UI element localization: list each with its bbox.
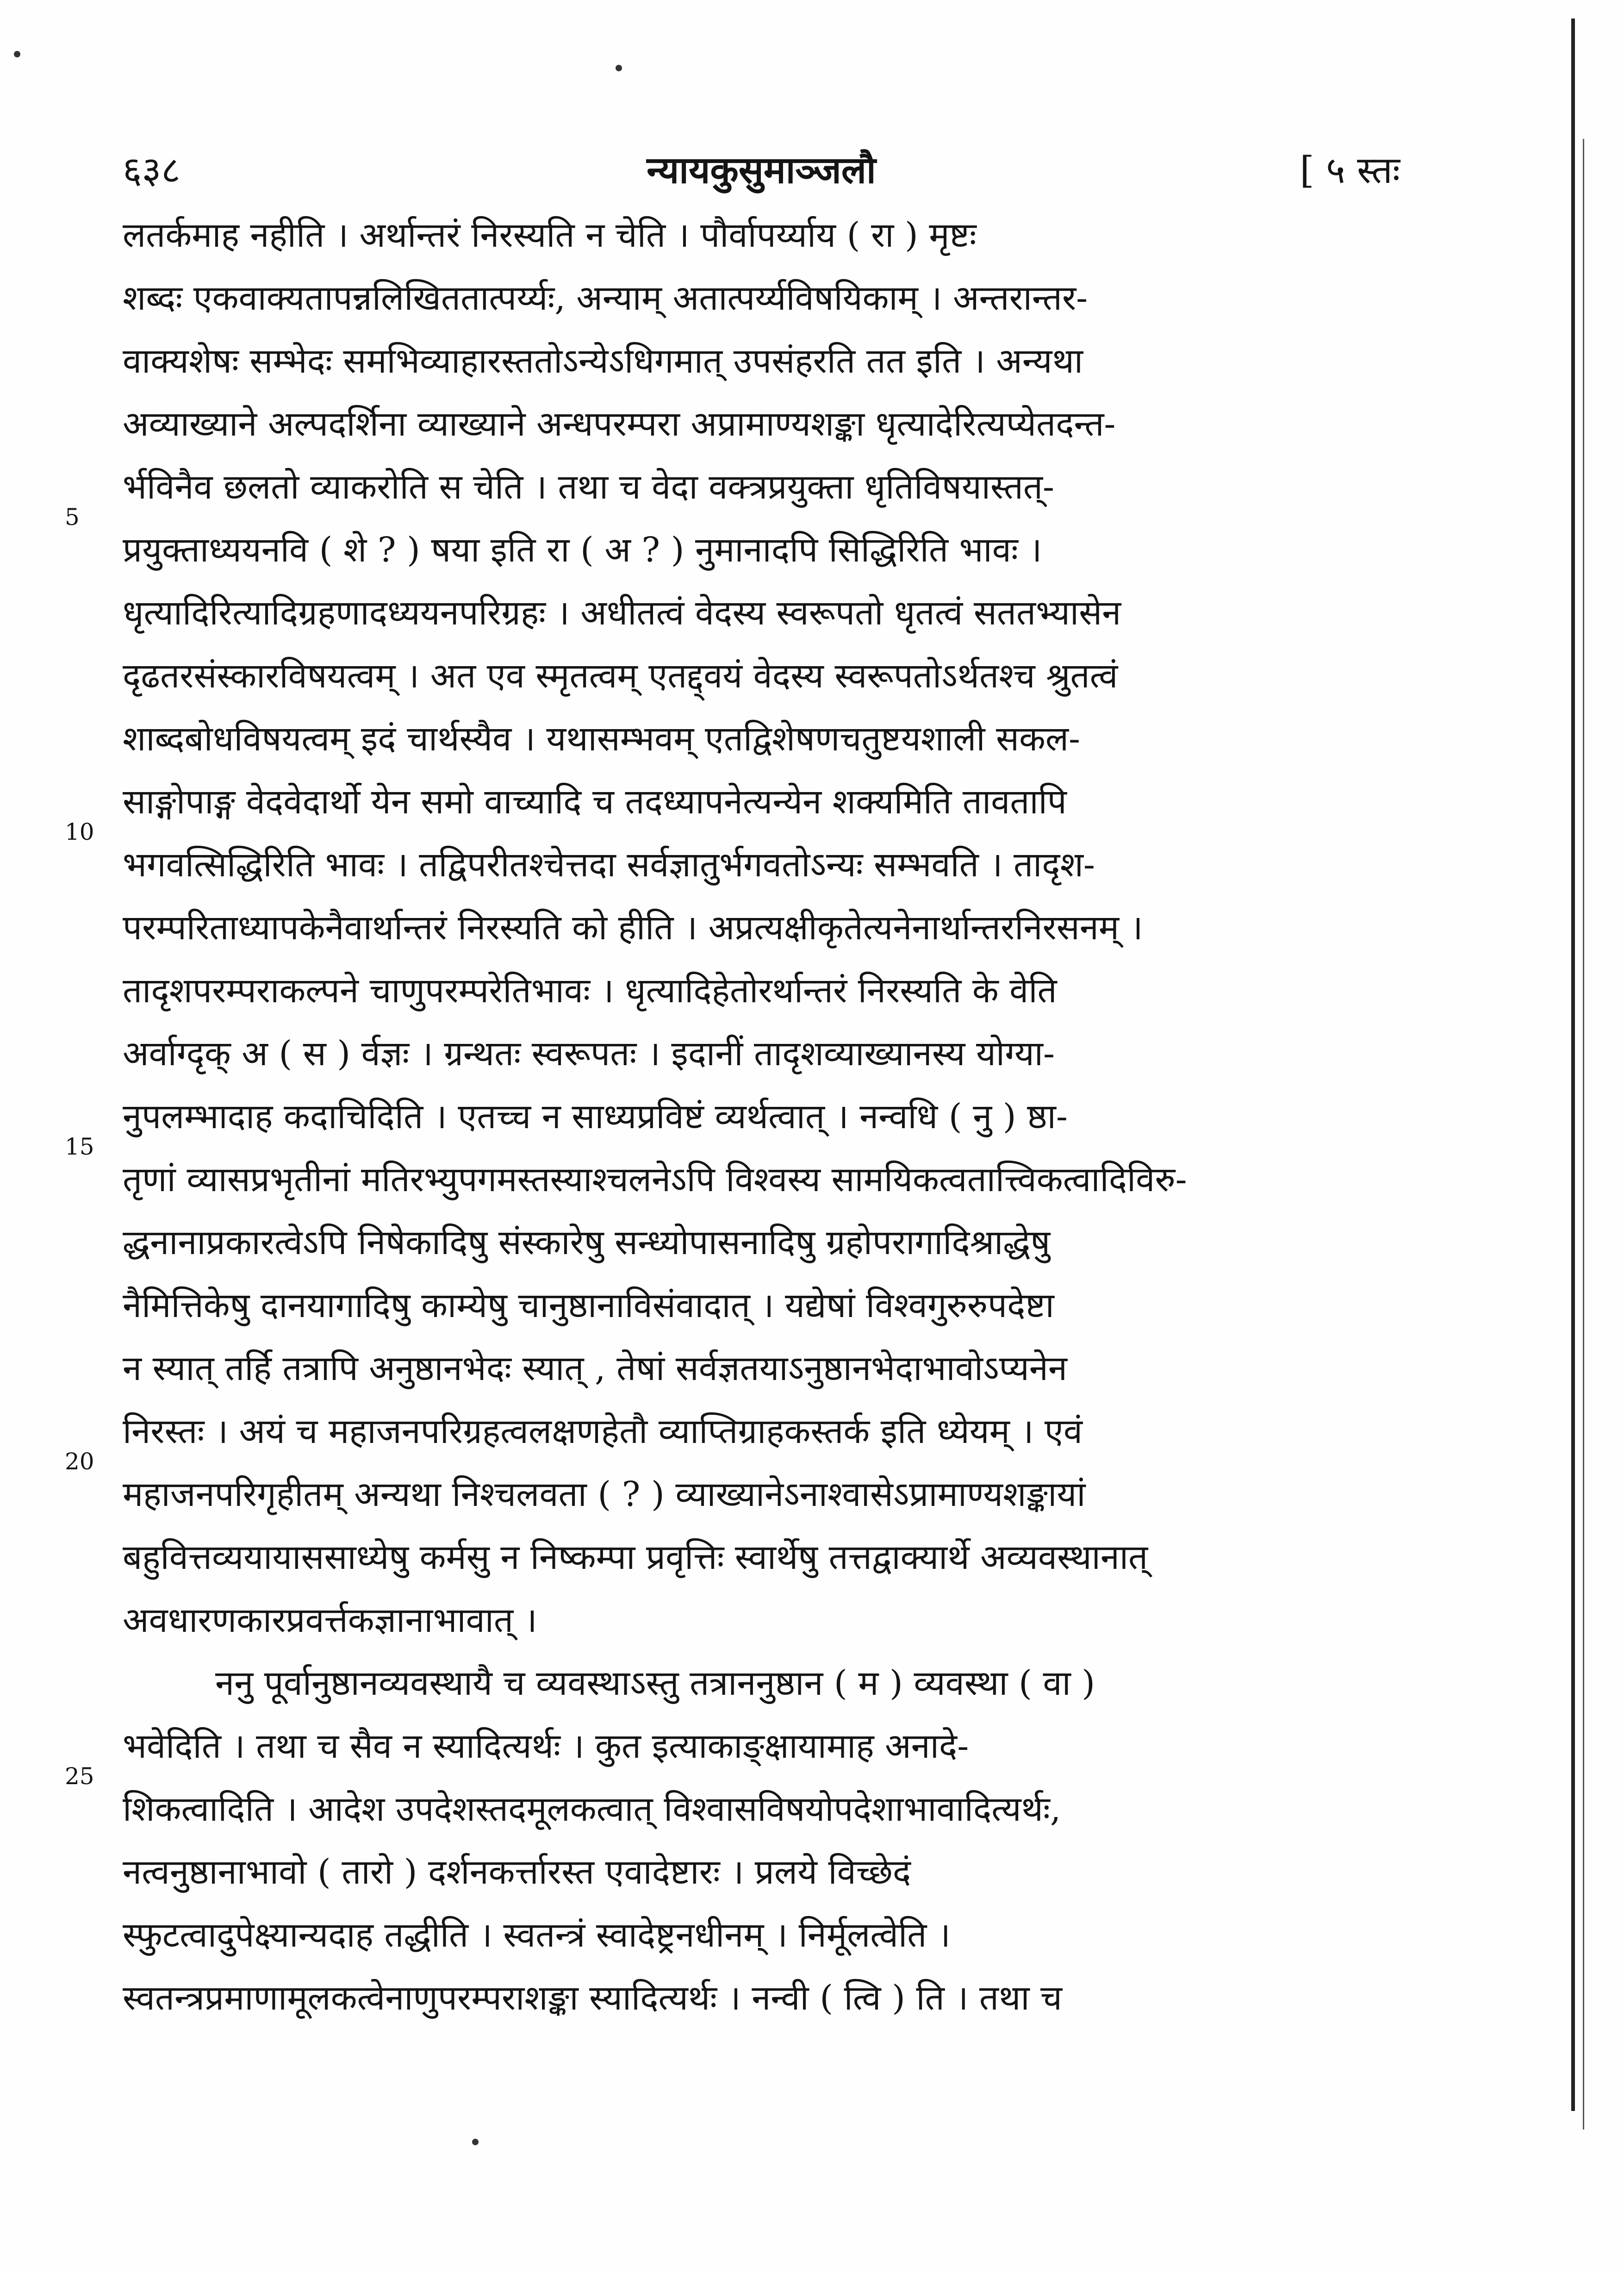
text-line: वाक्यशेषः सम्भेदः समभिव्याहारस्ततोऽन्येऽधिगमात् उपसंहरति तत इति । अन्यथा bbox=[123, 341, 1083, 381]
text-line: नुपलम्भादाह कदाचिदिति । एतच्च न साध्यप्रविष्टं व्यर्थत्वात् । नन्वधि ( नु ) ष्ठा- bbox=[123, 1097, 1068, 1136]
scan-speck bbox=[14, 51, 20, 57]
text-line: निरस्तः । अयं च महाजनपरिग्रहत्वलक्षणहेतौ व्याप्तिग्राहकस्तर्क इति ध्येयम् । एवं bbox=[123, 1411, 1083, 1451]
text-line: तृणां व्यासप्रभृतीनां मतिरभ्युपगमस्तस्याश्चलनेऽपि विश्वस्य सामयिकत्वतात्त्विकत्वादिविरु- bbox=[123, 1160, 1187, 1199]
running-title: न्यायकुसुमाञ्जलौ bbox=[647, 148, 876, 192]
text-line: महाजनपरिगृहीतम् अन्यथा निश्चलवता ( ? ) व्याख्यानेऽनाश्वासेऽप्रामाण्यशङ्कायां bbox=[123, 1474, 1086, 1514]
binding-edge-shadow bbox=[1583, 139, 1584, 2129]
scan-speck bbox=[616, 65, 622, 71]
commentary-body bbox=[123, 204, 1419, 2029]
text-line: भगवत्सिद्धिरिति भावः । तद्विपरीतश्चेत्तदा सर्वज्ञातुर्भगवतोऽन्यः सम्भवति । तादृश- bbox=[123, 845, 1095, 885]
text-line: बहुवित्तव्ययायाससाध्येषु कर्मसु न निष्कम्पा प्रवृत्तिः स्वार्थेषु तत्तद्वाक्यार्थे अव्यवस्थानात् bbox=[123, 1537, 1148, 1577]
line-number: 25 bbox=[65, 1763, 94, 1790]
text-line: अव्याख्याने अल्पदर्शिना व्याख्याने अन्धपरम्परा अप्रामाण्यशङ्का धृत्यादेरित्यप्येतदन्त- bbox=[123, 404, 1116, 444]
text-line: शब्दः एकवाक्यतापन्नलिखिततात्पर्य्यः, अन्याम् अतात्पर्य्यविषयिकाम् । अन्तरान्तर- bbox=[123, 278, 1088, 318]
text-line: ननु पूर्वानुष्ठानव्यवस्थायै च व्यवस्थाऽस्तु तत्राननुष्ठान ( म ) व्यवस्था ( वा ) bbox=[215, 1663, 1095, 1703]
text-line: स्वतन्त्रप्रमाणामूलकत्वेनाणुपरम्पराशङ्का स्यादित्यर्थः । नन्वी ( त्वि ) ति । तथा च bbox=[123, 1978, 1063, 2018]
text-line: परम्परिताध्यापकेनैवार्थान्तरं निरस्यति को हीति । अप्रत्यक्षीकृतेत्यनेनार्थान्तरनिरसनम् । bbox=[123, 908, 1143, 948]
text-line: शाब्दबोधविषयत्वम् इदं चार्थस्यैव । यथासम्भवम् एतद्विशेषणचतुष्टयशाली सकल- bbox=[123, 719, 1081, 759]
line-number: 15 bbox=[65, 1133, 94, 1160]
text-line: नैमित्तिकेषु दानयागादिषु काम्येषु चानुष्ठानाविसंवादात् । यद्येषां विश्वगुरुरुपदेष्टा bbox=[123, 1286, 1054, 1325]
text-line: नत्वनुष्ठानाभावो ( तारो ) दर्शनकर्त्तारस्त एवादेष्टारः । प्रलये विच्छेदं bbox=[123, 1852, 911, 1892]
text-line: शिकत्वादिति । आदेश उपदेशस्तदमूलकत्वात् विश्वासविषयोपदेशाभावादित्यर्थः, bbox=[123, 1789, 1061, 1829]
text-line: तादृशपरम्पराकल्पने चाणुपरम्परेतिभावः । धृत्यादिहेतोरर्थान्तरं निरस्यति के वेति bbox=[123, 971, 1057, 1011]
section-marker: [ ५ स्तः bbox=[1300, 149, 1400, 192]
text-line: साङ्गोपाङ्ग वेदवेदार्थो येन समो वाच्यादि च तदध्यापनेत्यन्येन शक्यमिति तावतापि bbox=[123, 782, 1067, 822]
text-line: र्भविनैव छलतो व्याकरोति स चेति । तथा च वेदा वक्त्रप्रयुक्ता धृतिविषयास्तत्- bbox=[123, 467, 1055, 507]
text-line: प्रयुक्ताध्ययनवि ( शे ? ) षया इति रा ( अ ? ) नुमानादपि सिद्धिरिति भावः । bbox=[123, 530, 1042, 570]
text-line: लतर्कमाह नहीति । अर्थान्तरं निरस्यति न चेति । पौर्वापर्य्याय ( रा ) मृष्टः bbox=[123, 215, 977, 255]
line-number: 20 bbox=[65, 1448, 94, 1475]
text-line: स्फुटत्वादुपेक्ष्यान्यदाह तद्धीति । स्वतन्त्रं स्वादेष्ट्रनधीनम् । निर्मूलत्वेति । bbox=[123, 1915, 951, 1955]
running-header bbox=[123, 139, 1400, 199]
text-line: द्धनानाप्रकारत्वेऽपि निषेकादिषु संस्कारेषु सन्ध्योपासनादिषु ग्रहोपरागादिश्राद्धेषु bbox=[123, 1223, 1051, 1262]
text-line: दृढतरसंस्कारविषयत्वम् । अत एव स्मृतत्वम् एतद्द्वयं वेदस्य स्वरूपतोऽर्थतश्च श्रुतत्वं bbox=[123, 656, 1118, 696]
text-line: भवेदिति । तथा च सैव न स्यादित्यर्थः । कुत इत्याकाङ्क्षायामाह अनादे- bbox=[123, 1726, 969, 1766]
text-line: न स्यात् तर्हि तत्रापि अनुष्ठानभेदः स्यात् , तेषां सर्वज्ञतयाऽनुष्ठानभेदाभावोऽप्यनेन bbox=[123, 1349, 1067, 1388]
page-number: ६३८ bbox=[123, 149, 180, 192]
text-line: धृत्यादिरित्यादिग्रहणादध्ययनपरिग्रहः । अधीतत्वं वेदस्य स्वरूपतो धृतत्वं सततभ्यासेन bbox=[123, 593, 1121, 633]
scan-speck bbox=[472, 2139, 479, 2145]
binding-edge-line bbox=[1571, 19, 1575, 2111]
line-number: 5 bbox=[65, 504, 80, 531]
line-number: 10 bbox=[65, 818, 94, 845]
text-line: अवधारणकारप्रवर्त्तकज्ञानाभावात् । bbox=[123, 1600, 537, 1640]
text-line: अर्वाग्दृक् अ ( स ) र्वज्ञः । ग्रन्थतः स्वरूपतः । इदानीं तादृशव्याख्यानस्य योग्या- bbox=[123, 1034, 1055, 1074]
